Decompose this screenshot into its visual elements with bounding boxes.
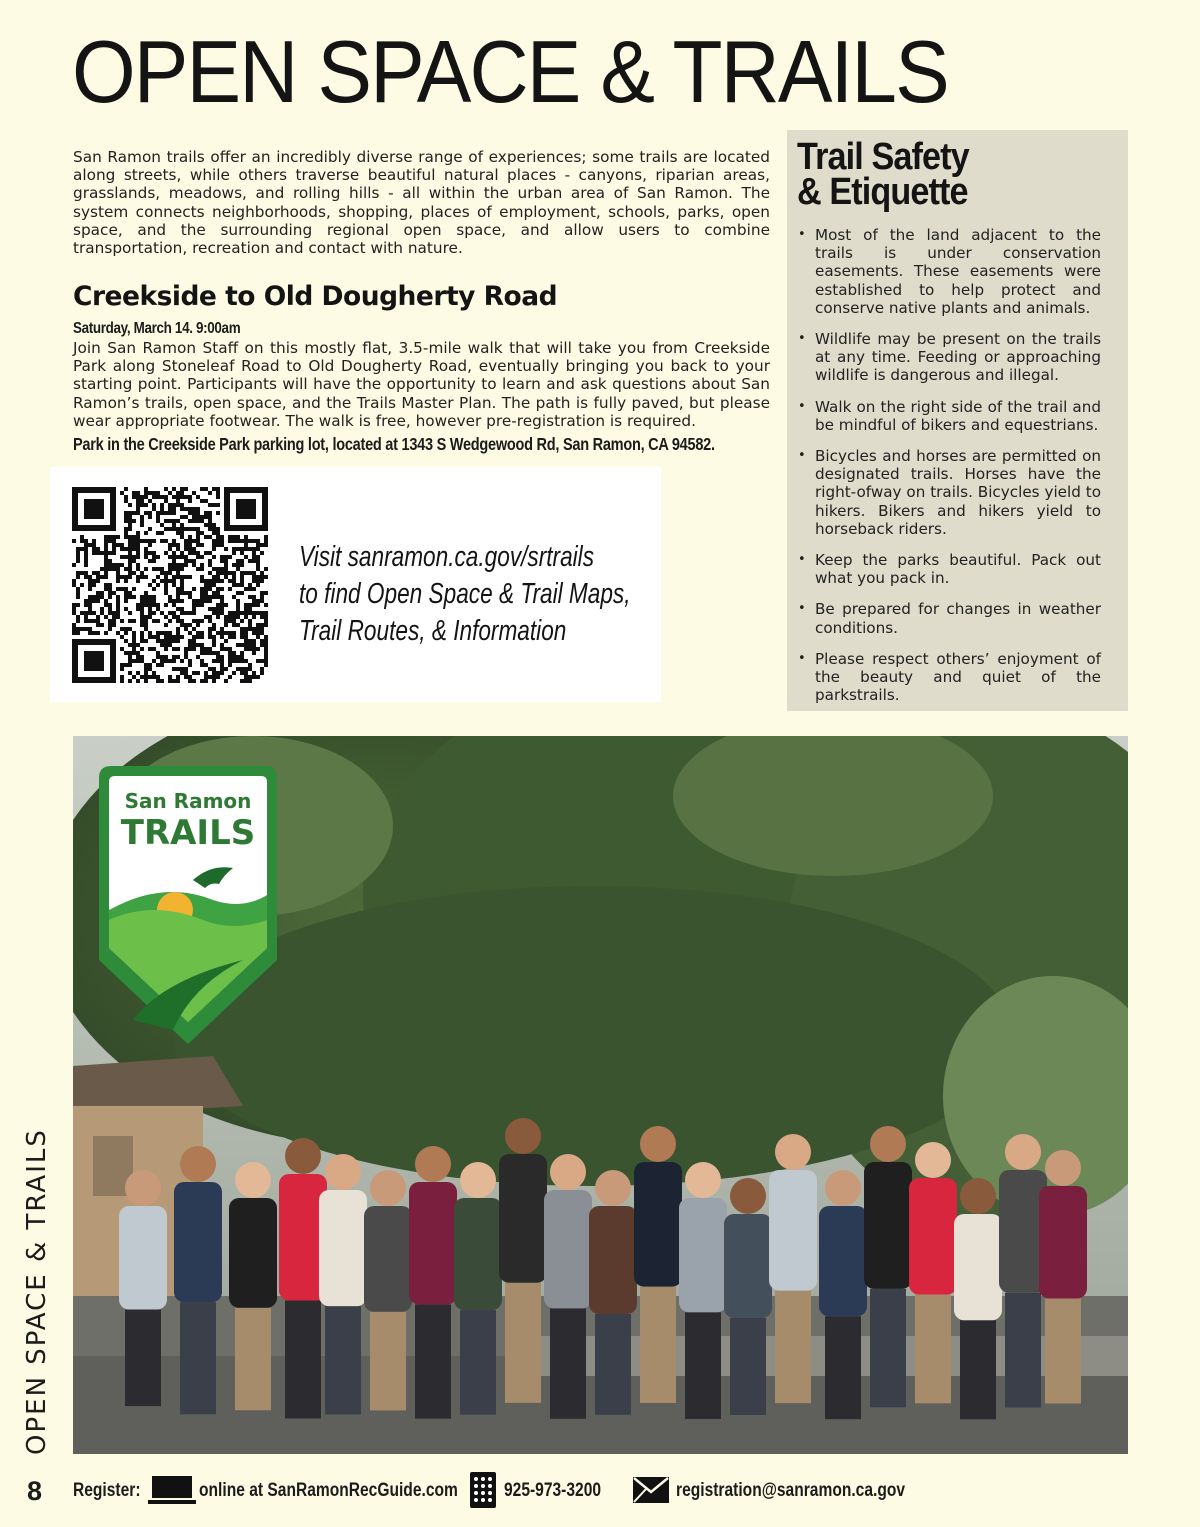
qr-caption-line: Trail Routes, & Information: [299, 615, 567, 647]
hiker: [119, 1206, 167, 1310]
hiker: [1045, 1299, 1081, 1404]
register-online-link[interactable]: online at SanRamonRecGuide.com: [199, 1480, 458, 1501]
qr-card: [50, 467, 661, 702]
intro-paragraph: San Ramon trails offer an incredibly diverse range of experiences; some trails are located along streets, while others traverse beautiful natural places - canyons, riparian areas, grasslands, meadows, and rolling hills - all within the urban area of San Ramon. The system connects neighborhoods, shopping, places of employment, schools, parks, open space, and the surrounding regional open space, and allow users to combine transportation, recreation and contact with nature.: [73, 148, 770, 258]
register-email[interactable]: registration@sanramon.ca.gov: [676, 1480, 906, 1501]
hiker: [544, 1190, 592, 1308]
hiker: [319, 1190, 367, 1306]
envelope-icon: [632, 1476, 670, 1504]
hiker: [960, 1178, 996, 1214]
hiker: [174, 1182, 222, 1302]
safety-item: • Walk on the right side of the trail and be mindful of bikers and equestrians.: [795, 398, 1101, 434]
hiker: [915, 1142, 951, 1178]
event-parking-info: Park in the Creekside Park parking lot, located at 1343 S Wedgewood Rd, San Ramon, CA 94582.: [73, 434, 715, 454]
qr-caption: [299, 539, 631, 650]
hiker: [730, 1318, 766, 1415]
hiker: [640, 1126, 676, 1162]
hiker: [679, 1198, 727, 1312]
hiker: [769, 1170, 817, 1291]
logo-line2: TRAILS: [120, 813, 256, 853]
safety-list: [795, 226, 1101, 717]
qr-caption-line: to find Open Space & Trail Maps,: [299, 578, 631, 610]
san-ramon-trails-logo: [93, 760, 283, 1050]
page-title: OPEN SPACE & TRAILS: [72, 22, 948, 121]
hiker: [364, 1206, 412, 1312]
safety-item: • Please respect others’ enjoyment of the beauty and quiet of the parkstrails.: [795, 650, 1101, 705]
register-label: Register:: [73, 1480, 141, 1501]
safety-item: • Wildlife may be present on the trails at any time. Feeding or approaching wildlife is dangerous and illegal.: [795, 330, 1101, 385]
hiker: [285, 1138, 321, 1174]
safety-item: • Most of the land adjacent to the trails is under conservation easements. These easements were established to help protect and conserve native plants and animals.: [795, 226, 1101, 317]
safety-item: • Be prepared for changes in weather conditions.: [795, 600, 1101, 636]
safety-item: • Bicycles and horses are permitted on designated trails. Horses have the right-ofway on trails. Bicycles yield to hikers. Bikers and hikers yield to horseback riders.: [795, 447, 1101, 538]
hiker: [499, 1154, 547, 1283]
safety-title: [797, 136, 969, 213]
hiker: [370, 1170, 406, 1206]
group-hike-photo: [73, 736, 1128, 1454]
hiker: [370, 1312, 406, 1411]
hiker: [870, 1289, 906, 1407]
hiker: [180, 1146, 216, 1182]
hiker: [724, 1214, 772, 1318]
safety-title-line: & Etiquette: [797, 171, 968, 213]
event-title: Creekside to Old Dougherty Road: [73, 281, 558, 312]
hiker: [685, 1162, 721, 1198]
hiker: [685, 1312, 721, 1419]
qr-code-icon[interactable]: [72, 487, 268, 683]
logo-line1: San Ramon: [124, 789, 252, 813]
hiker: [415, 1146, 451, 1182]
register-phone[interactable]: 925-973-3200: [504, 1480, 602, 1501]
hiker: [180, 1302, 216, 1414]
hiker: [460, 1162, 496, 1198]
hiker: [1005, 1134, 1041, 1170]
hiker: [285, 1300, 321, 1418]
side-section-label: OPEN SPACE & TRAILS: [22, 1128, 52, 1455]
safety-item: • Keep the parks beautiful. Pack out what you pack in.: [795, 551, 1101, 587]
hiker: [505, 1283, 541, 1403]
hiker: [730, 1178, 766, 1214]
hiker: [415, 1304, 451, 1418]
hiker: [819, 1206, 867, 1316]
safety-title-line: Trail Safety: [797, 136, 969, 178]
hiker: [825, 1316, 861, 1419]
hiker: [325, 1306, 361, 1414]
hiker: [640, 1287, 676, 1403]
hiker: [870, 1126, 906, 1162]
hiker: [125, 1170, 161, 1206]
hiker: [550, 1308, 586, 1418]
hiker: [960, 1320, 996, 1419]
event-description: Join San Ramon Staff on this mostly flat, 3.5-mile walk that will take you from Creekside Park along Stoneleaf Road to Old Dougherty Road, eventually bringing you back to your starting point. Participants will have the opportunity to learn and ask questions about San Ramon’s trails, open space, and the Trails Master Plan. The path is fully paved, but please wear appropriate footwear. The walk is free, however pre-registration is required.: [73, 339, 770, 430]
event-date: Saturday, March 14. 9:00am: [73, 320, 241, 337]
hiker: [589, 1206, 637, 1314]
hiker: [325, 1154, 361, 1190]
hiker: [454, 1198, 502, 1310]
phone-keypad-icon: [470, 1472, 496, 1508]
hiker: [505, 1118, 541, 1154]
hiker: [915, 1295, 951, 1404]
hiker: [1039, 1186, 1087, 1299]
laptop-icon: [148, 1476, 196, 1506]
hiker: [775, 1134, 811, 1170]
footer: [0, 1468, 1200, 1516]
page-number: 8: [27, 1476, 43, 1506]
hiker: [595, 1314, 631, 1415]
hiker: [595, 1170, 631, 1206]
hiker: [825, 1170, 861, 1206]
hiker: [1045, 1150, 1081, 1186]
qr-caption-line[interactable]: Visit sanramon.ca.gov/srtrails: [299, 541, 595, 573]
hiker: [460, 1310, 496, 1415]
hiker: [235, 1162, 271, 1198]
hiker: [409, 1182, 457, 1304]
hiker: [775, 1291, 811, 1404]
hiker: [954, 1214, 1002, 1320]
hiker: [634, 1162, 682, 1287]
hiker: [1005, 1293, 1041, 1408]
hiker: [235, 1308, 271, 1410]
trail-safety-panel: [787, 130, 1128, 711]
hiker: [909, 1178, 957, 1295]
hiker: [125, 1310, 161, 1407]
hiker: [229, 1198, 277, 1308]
hiker: [864, 1162, 912, 1289]
hiker: [550, 1154, 586, 1190]
